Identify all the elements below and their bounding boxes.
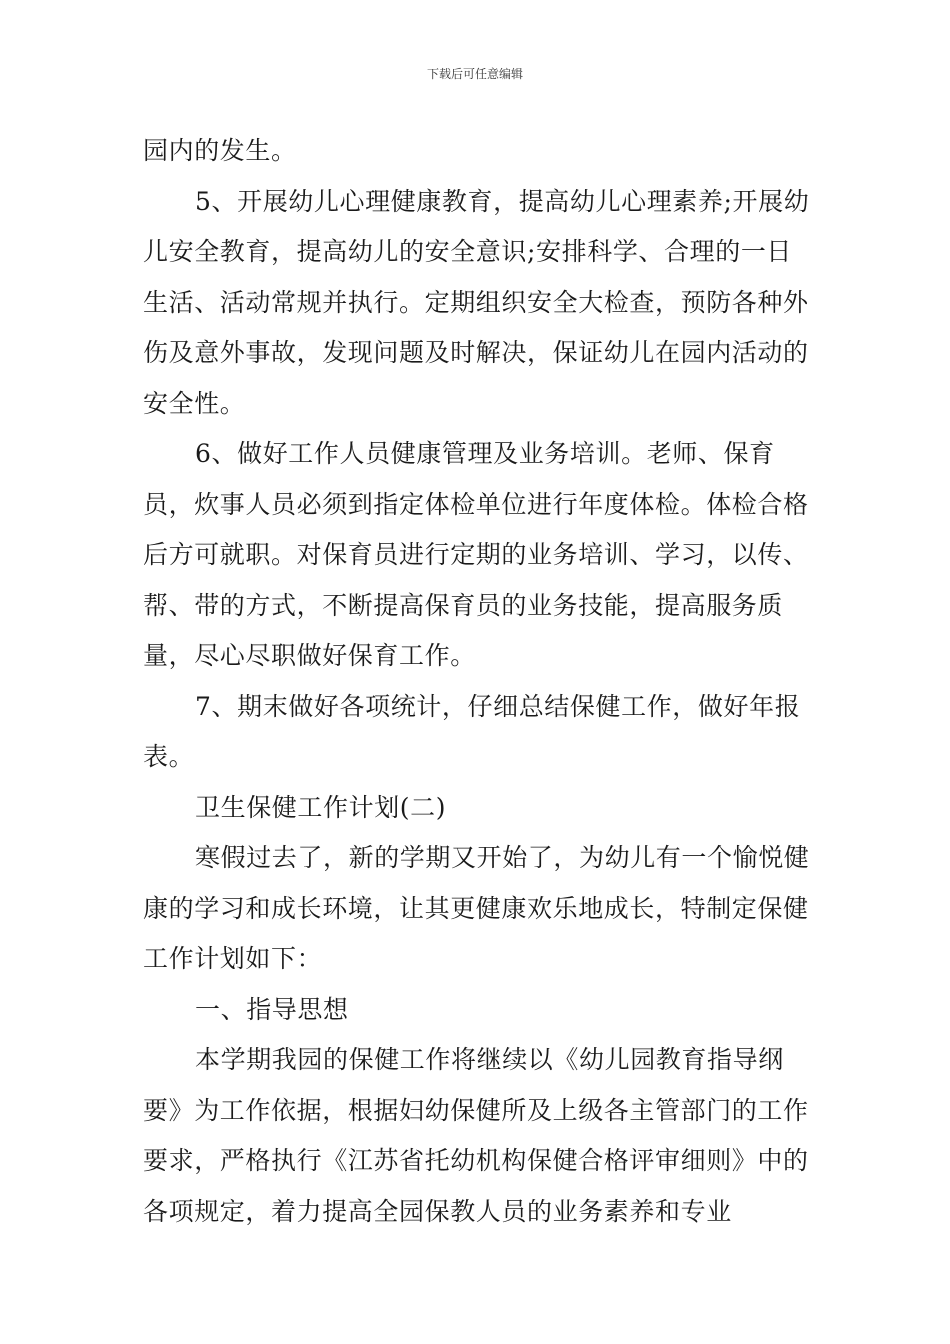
document-body	[143, 126, 811, 1237]
paragraph-2: 5、开展幼儿心理健康教育，提高幼儿心理素养;开展幼儿安全教育，提高幼儿的安全意识;安排科学、合理的一日生活、活动常规并执行。定期组织安全大检查，预防各种外伤及意外事故，发现问题及时解决，保证幼儿在园内活动的安全性。	[143, 186, 810, 418]
paragraph-3: 6、做好工作人员健康管理及业务培训。老师、保育员，炊事人员必须到指定体检单位进行年度体检。体检合格后方可就职。对保育员进行定期的业务培训、学习，以传、帮、带的方式，不断提高保育员的业务技能，提高服务质量，尽心尽职做好保育工作。	[143, 439, 809, 670]
section-title: 卫生保健工作计划(二)	[195, 792, 447, 822]
page-header-note: 下载后可任意编辑	[426, 67, 523, 81]
paragraph-6: 本学期我园的保健工作将继续以《幼儿园教育指导纲要》为工作依据，根据妇幼保健所及上级各主管部门的工作要求，严格执行《江苏省托幼机构保健合格评审细则》中的各项规定，着力提高全园保教人员的业务素养和专业	[143, 1045, 809, 1226]
section-heading: 一、指导思想	[195, 994, 349, 1024]
paragraph-4: 7、期末做好各项统计，仔细总结保健工作，做好年报表。	[143, 691, 801, 771]
paragraph-1: 园内的发生。	[143, 136, 297, 165]
paragraph-5: 寒假过去了，新的学期又开始了，为幼儿有一个愉悦健康的学习和成长环境，让其更健康欢乐地成长，特制定保健工作计划如下：	[143, 843, 810, 973]
